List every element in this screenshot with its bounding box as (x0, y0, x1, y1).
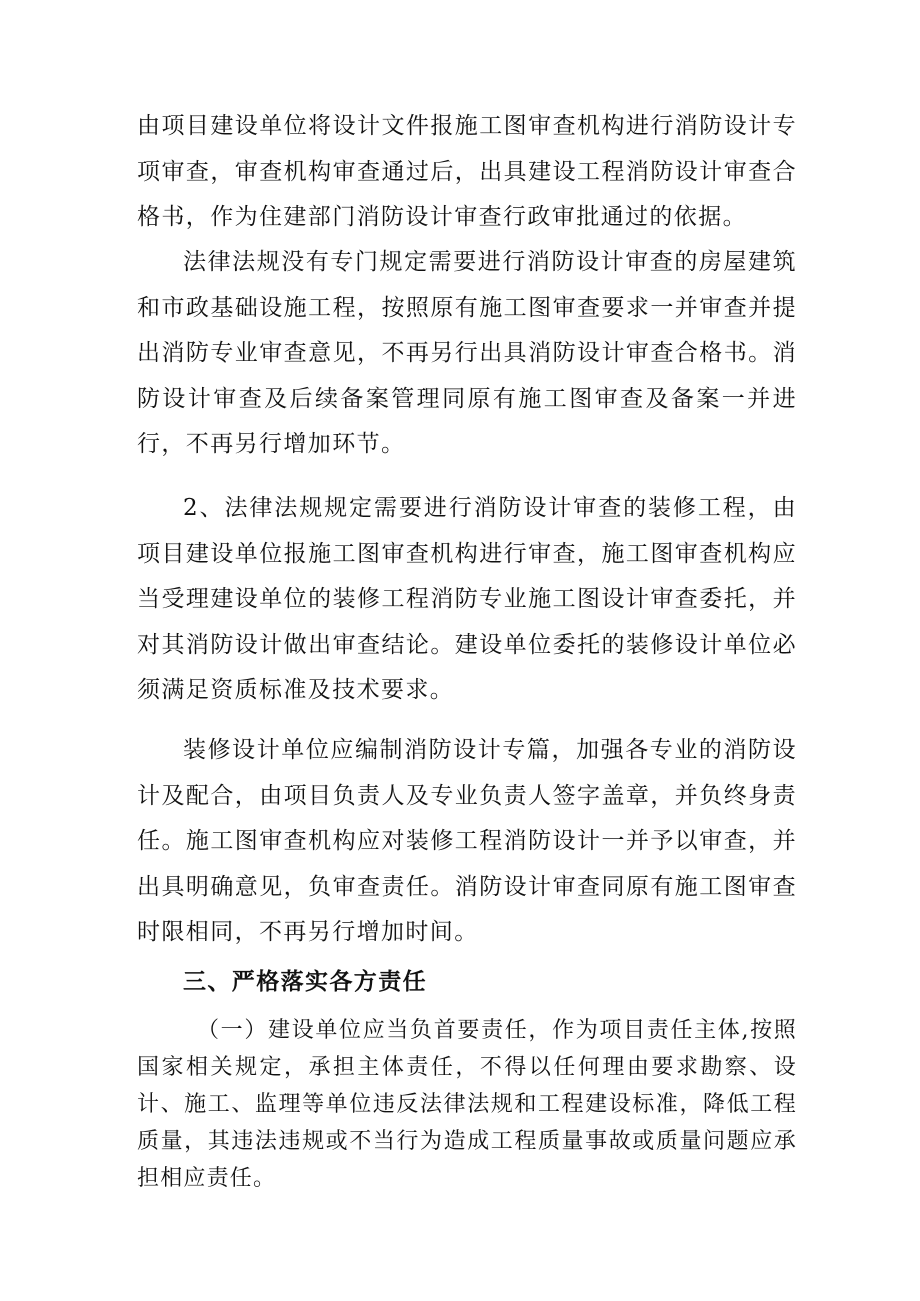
section-paragraph: （一）建设单位应当负首要责任，作为项目责任主体,按照国家相关规定，承担主体责任，不得以任何理由要求勘察、设计、施工、监理等单位违反法律法规和工程建设标准，降低工程质量，其违法违规或不当行为造成工程质量事故或质量问题应承担相应责任。 (137, 1018, 797, 1191)
paragraph-4: 装修设计单位应编制消防设计专篇，加强各专业的消防设计及配合，由项目负责人及专业负责人签字盖章，并负终身责任。施工图审查机构应对装修工程消防设计一并予以审查，并出具明确意见，负审查责任。消防设计审查同原有施工图审查时限相同，不再另行增加时间。 (137, 737, 797, 945)
section-heading: 三、严格落实各方责任 (183, 968, 427, 995)
paragraph-3: 2、法律法规规定需要进行消防设计审查的装修工程，由项目建设单位报施工图审查机构进行审查，施工图审查机构应当受理建设单位的装修工程消防专业施工图设计审查委托，并对其消防设计做出审查结论。建设单位委托的装修设计单位必须满足资质标准及技术要求。 (137, 495, 797, 703)
paragraph-1: 由项目建设单位将设计文件报施工图审查机构进行消防设计专项审查，审查机构审查通过后，出具建设工程消防设计审查合格书，作为住建部门消防设计审查行政审批通过的依据。 (137, 113, 797, 230)
paragraph-2: 法律法规没有专门规定需要进行消防设计审查的房屋建筑和市政基础设施工程，按照原有施工图审查要求一并审查并提出消防专业审查意见，不再另行出具消防设计审查合格书。消防设计审查及后续备案管理同原有施工图审查及备案一并进行，不再另行增加环节。 (137, 249, 797, 457)
